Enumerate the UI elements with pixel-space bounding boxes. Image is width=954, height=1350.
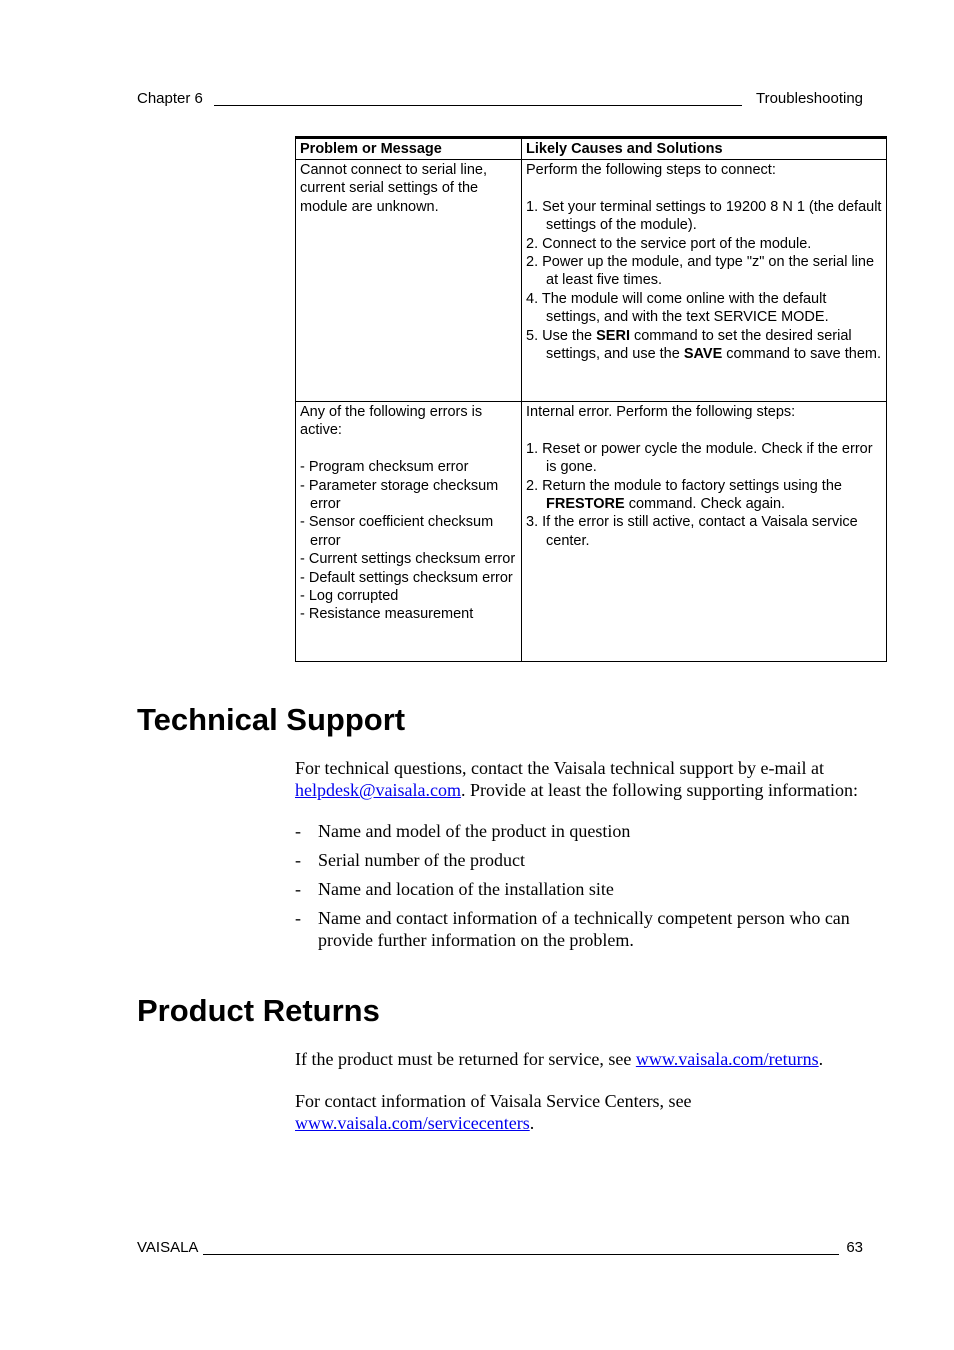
solution-step: 2. Return the module to factory settings using the FRESTORE command. Check again. (526, 477, 842, 513)
footer-rule (203, 1254, 839, 1255)
error-item: - Default settings checksum error (300, 569, 513, 586)
solution-cell (522, 160, 887, 402)
technical-support-intro: For technical questions, contact the Vaisala technical support by e-mail at helpdesk@vaisala.com. Provide at least the following supporting information: (295, 758, 858, 800)
troubleshooting-table (295, 136, 887, 662)
problem-text: Cannot connect to serial line, current serial settings of the module are unknown. (300, 162, 487, 215)
list-item: - Name and contact information of a technically competent person who can provide further information on the problem. (295, 908, 850, 950)
table-row (296, 402, 887, 662)
error-item: - Sensor coefficient checksum error (300, 514, 494, 549)
command-frestore: FRESTORE (546, 496, 625, 513)
error-item: - Current settings checksum error (300, 551, 516, 568)
product-returns-body (295, 1048, 875, 1134)
solution-step: 5. Use the SERI command to set the desired serial settings, and use the SAVE command to save them. (526, 327, 882, 363)
error-item: - Program checksum error (300, 459, 469, 476)
command-seri: SERI (596, 327, 630, 344)
returns-paragraph: If the product must be returned for service, see www.vaisala.com/returns. (295, 1049, 824, 1069)
solution-step: 1. Set your terminal settings to 19200 8 N 1 (the default settings of the module). (526, 198, 882, 234)
solution-step: 1. Reset or power cycle the module. Check if the error is gone. (526, 440, 873, 476)
service-centers-link[interactable]: www.vaisala.com/servicecenters (295, 1113, 530, 1133)
list-item: - Name and location of the installation site (295, 879, 614, 899)
solution-step: 2. Connect to the service port of the module. (526, 235, 812, 252)
list-item: - Name and model of the product in question (295, 821, 631, 841)
section-heading-technical-support: Technical Support (137, 702, 406, 737)
helpdesk-email-link[interactable]: helpdesk@vaisala.com (295, 780, 462, 800)
solution-step: 4. The module will come online with the default settings, and with the text SERVICE MODE. (526, 290, 829, 326)
column-header-problem: Problem or Message (296, 138, 522, 160)
error-item: - Log corrupted (300, 588, 399, 605)
table-header-row (296, 138, 887, 160)
header-section-title: Troubleshooting (755, 90, 863, 107)
solution-cell (522, 402, 887, 662)
solution-intro: Perform the following steps to connect: (526, 162, 776, 178)
returns-link[interactable]: www.vaisala.com/returns (635, 1049, 819, 1069)
solution-step: 2. Power up the module, and type "z" on the serial line at least five times. (526, 254, 875, 289)
service-centers-paragraph: For contact information of Vaisala Service Centers, see www.vaisala.com/servicecenters. (295, 1091, 692, 1133)
support-info-list (295, 820, 875, 951)
section-heading-product-returns: Product Returns (137, 993, 380, 1028)
error-item: - Resistance measurement (300, 606, 474, 623)
problem-cell (296, 402, 522, 662)
column-header-solutions: Likely Causes and Solutions (522, 138, 887, 160)
footer-company: VAISALA (137, 1239, 199, 1256)
error-item: - Parameter storage checksum error (300, 477, 499, 513)
page-number: 63 (846, 1239, 863, 1256)
header-rule (214, 105, 742, 106)
problem-cell (296, 160, 522, 402)
list-item: - Serial number of the product (295, 850, 525, 870)
technical-support-body (295, 757, 875, 951)
header-chapter: Chapter 6 (137, 90, 203, 107)
problem-text: Any of the following errors is active: (300, 404, 483, 439)
solution-step: 3. If the error is still active, contact a Vaisala service center. (526, 514, 858, 549)
solution-intro: Internal error. Perform the following steps: (526, 404, 796, 420)
command-save: SAVE (683, 346, 723, 363)
table-row (296, 160, 887, 402)
